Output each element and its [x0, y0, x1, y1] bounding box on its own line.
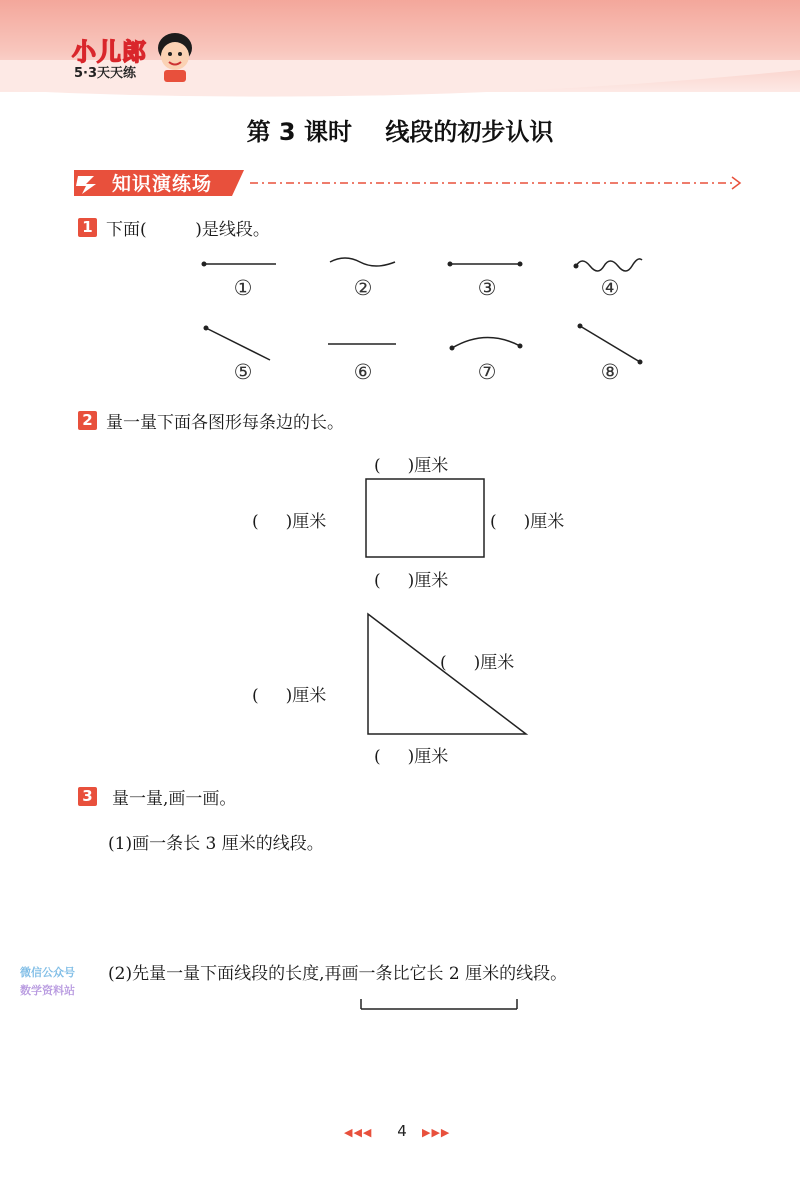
- rect-bottom-blank[interactable]: ( )厘米: [374, 571, 449, 591]
- figure-4: [574, 259, 643, 271]
- segment-figures: [180, 248, 660, 368]
- measure-segment: [355, 995, 525, 1015]
- triangle-bottom-blank[interactable]: ( )厘米: [374, 747, 449, 767]
- figure-3: [448, 262, 523, 267]
- option-3-label: ③: [477, 276, 497, 300]
- side-label-line-1: 微信公众号: [20, 966, 75, 979]
- brand-subtitle: 5·3天天练: [74, 66, 137, 81]
- page-number: 4: [397, 1122, 407, 1140]
- question-number-2: 2: [78, 411, 97, 430]
- page-title: 第 3 课时 线段的初步认识: [246, 118, 554, 146]
- figure-1: [202, 262, 277, 267]
- rectangle-figure: [360, 475, 490, 560]
- figure-2: [330, 258, 395, 266]
- question-3-part-1: (1)画一条长 3 厘米的线段。: [108, 834, 324, 854]
- question-3-part-2: (2)先量一量下面线段的长度,再画一条比它长 2 厘米的线段。: [108, 964, 568, 984]
- option-6-label: ⑥: [353, 360, 373, 384]
- side-label-line-2: 数学资料站: [20, 984, 75, 997]
- question-3-prompt: 量一量,画一画。: [112, 789, 237, 809]
- figure-7: [450, 337, 523, 350]
- figure-8: [578, 324, 643, 365]
- triangle-left-blank[interactable]: ( )厘米: [252, 686, 327, 706]
- rect-left-blank[interactable]: ( )厘米: [252, 512, 327, 532]
- option-8-label: ⑧: [600, 360, 620, 384]
- option-5-label: ⑤: [233, 360, 253, 384]
- question-number-3: 3: [78, 787, 97, 806]
- question-1-prompt: 下面( )是线段。: [106, 220, 270, 240]
- option-2-label: ②: [353, 276, 373, 300]
- rect-top-blank[interactable]: ( )厘米: [374, 456, 449, 476]
- triangle-figure: [362, 610, 532, 738]
- option-7-label: ⑦: [477, 360, 497, 384]
- mascot-icon: [152, 30, 198, 84]
- section-title: 知识演练场: [112, 173, 213, 195]
- option-1-label: ①: [233, 276, 253, 300]
- brand-logo-text: 小儿郎: [72, 38, 147, 66]
- rect-right-blank[interactable]: ( )厘米: [490, 512, 565, 532]
- footer-left-arrows: ◀◀◀: [344, 1126, 373, 1139]
- triangle-hypotenuse-blank[interactable]: ( )厘米: [440, 653, 515, 673]
- question-number-1: 1: [78, 218, 97, 237]
- option-4-label: ④: [600, 276, 620, 300]
- question-2-prompt: 量一量下面各图形每条边的长。: [106, 413, 344, 433]
- figure-5: [204, 326, 271, 361]
- footer-right-arrows: ▶▶▶: [422, 1126, 451, 1139]
